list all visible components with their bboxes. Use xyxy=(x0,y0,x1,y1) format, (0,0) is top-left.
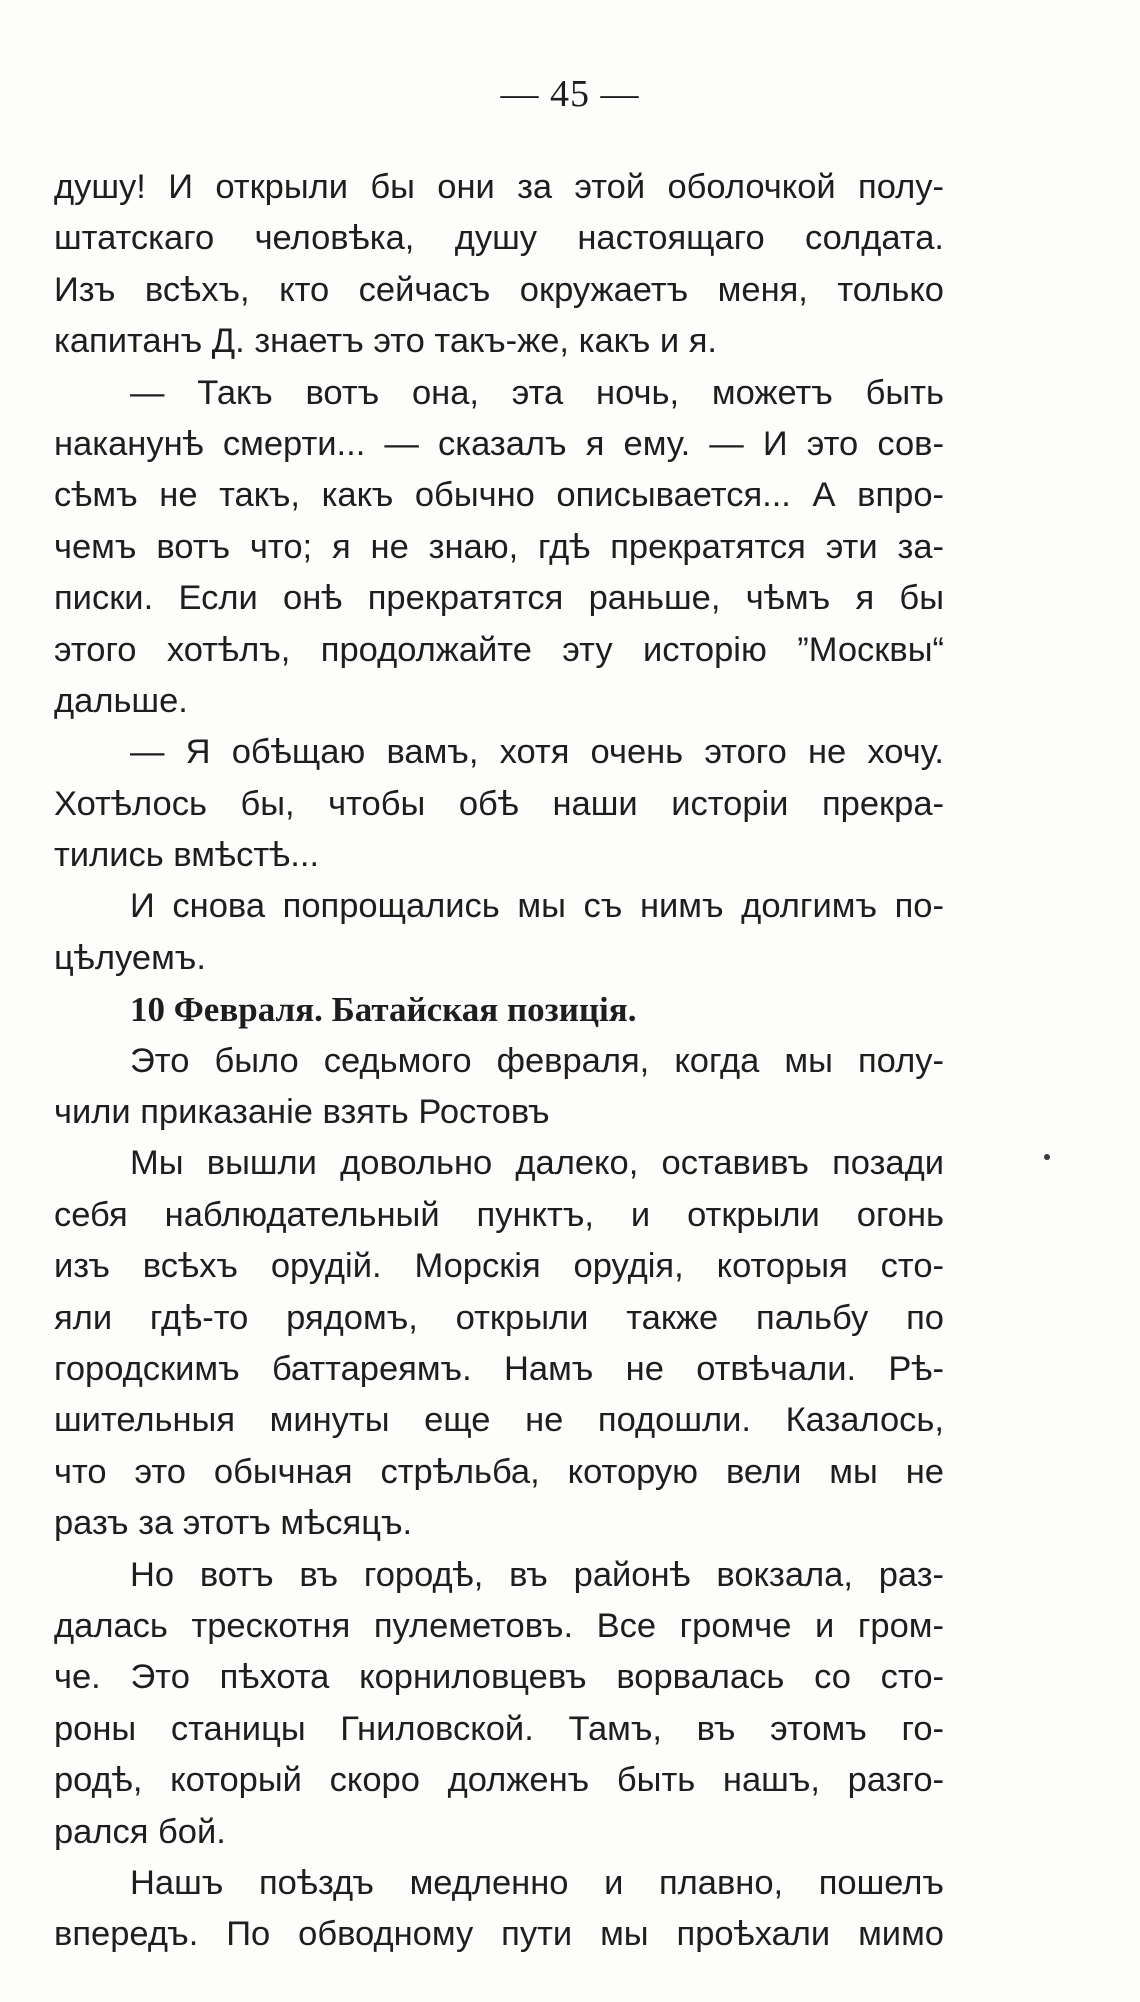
section-heading: 10 Февраля. Батайская позиція. xyxy=(130,990,637,1030)
text-line: чемъ вотъ что; я не знаю, гдѣ прекратятся эти за- xyxy=(54,527,944,566)
text-line: тились вмѣстѣ... xyxy=(54,836,320,875)
text-line: Нашъ поѣздъ медленно и плавно, пошелъ xyxy=(130,1863,944,1902)
text-line: этого хотѣлъ, продолжайте эту исторію ”Москвы“ xyxy=(54,630,944,669)
text-line: наканунѣ смерти... — сказалъ я ему. — И это сов- xyxy=(54,424,944,463)
text-line: дальше. xyxy=(54,681,188,720)
text-line: далась трескотня пулеметовъ. Все громче и гром- xyxy=(54,1606,944,1645)
text-line: рался бой. xyxy=(54,1812,226,1851)
text-line: себя наблюдательный пунктъ, и открыли огонь xyxy=(54,1195,944,1234)
text-line: впередъ. По обводному пути мы проѣхали мимо xyxy=(54,1915,944,1954)
text-line: разъ за этотъ мѣсяцъ. xyxy=(54,1504,413,1543)
text-line: че. Это пѣхота корниловцевъ ворвалась со сто- xyxy=(54,1658,944,1697)
text-line: что это обычная стрѣльба, которую вели мы не xyxy=(54,1452,944,1491)
text-line: изъ всѣхъ орудій. Морскія орудія, которыя сто- xyxy=(54,1247,944,1286)
text-line: — Я обѣщаю вамъ, хотя очень этого не хочу. xyxy=(130,733,944,772)
text-line: городскимъ баттареямъ. Намъ не отвѣчали. Рѣ- xyxy=(54,1349,944,1388)
text-line: родѣ, который скоро долженъ быть нашъ, разго- xyxy=(54,1761,944,1800)
text-line: Но вотъ въ городѣ, въ районѣ вокзала, раз- xyxy=(130,1555,944,1594)
text-line: яли гдѣ-то рядомъ, открыли также пальбу по xyxy=(54,1298,944,1337)
text-line: Хотѣлось бы, чтобы обѣ наши исторіи прекра- xyxy=(54,784,944,823)
text-line: чили приказаніе взять Ростовъ xyxy=(54,1093,550,1132)
text-line: Изъ всѣхъ, кто сейчасъ окружаетъ меня, только xyxy=(54,270,944,309)
text-line: — Такъ вотъ она, эта ночь, можетъ быть xyxy=(130,373,944,412)
page-number: — 45 — xyxy=(500,73,640,115)
print-speck xyxy=(1044,1154,1050,1160)
text-line: Это было седьмого февраля, когда мы полу- xyxy=(130,1041,944,1080)
text-line: писки. Если онѣ прекратятся раньше, чѣмъ я бы xyxy=(54,579,944,618)
text-line: капитанъ Д. знаетъ это такъ-же, какъ и я. xyxy=(54,322,717,361)
text-line: Мы вышли довольно далеко, оставивъ позади xyxy=(130,1144,944,1183)
page-text xyxy=(54,162,944,1961)
text-line: роны станицы Гниловской. Тамъ, въ этомъ го- xyxy=(54,1709,944,1748)
text-line: штатскаго человѣка, душу настоящаго солдата. xyxy=(54,219,944,258)
text-line: шительныя минуты еще не подошли. Казалось, xyxy=(54,1401,944,1440)
text-line: цѣлуемъ. xyxy=(54,938,206,977)
text-line: сѣмъ не такъ, какъ обычно описывается... А впро- xyxy=(54,476,944,515)
text-line: И снова попрощались мы съ нимъ долгимъ по- xyxy=(130,887,944,926)
text-line: душу! И открыли бы они за этой оболочкой полу- xyxy=(54,168,944,206)
